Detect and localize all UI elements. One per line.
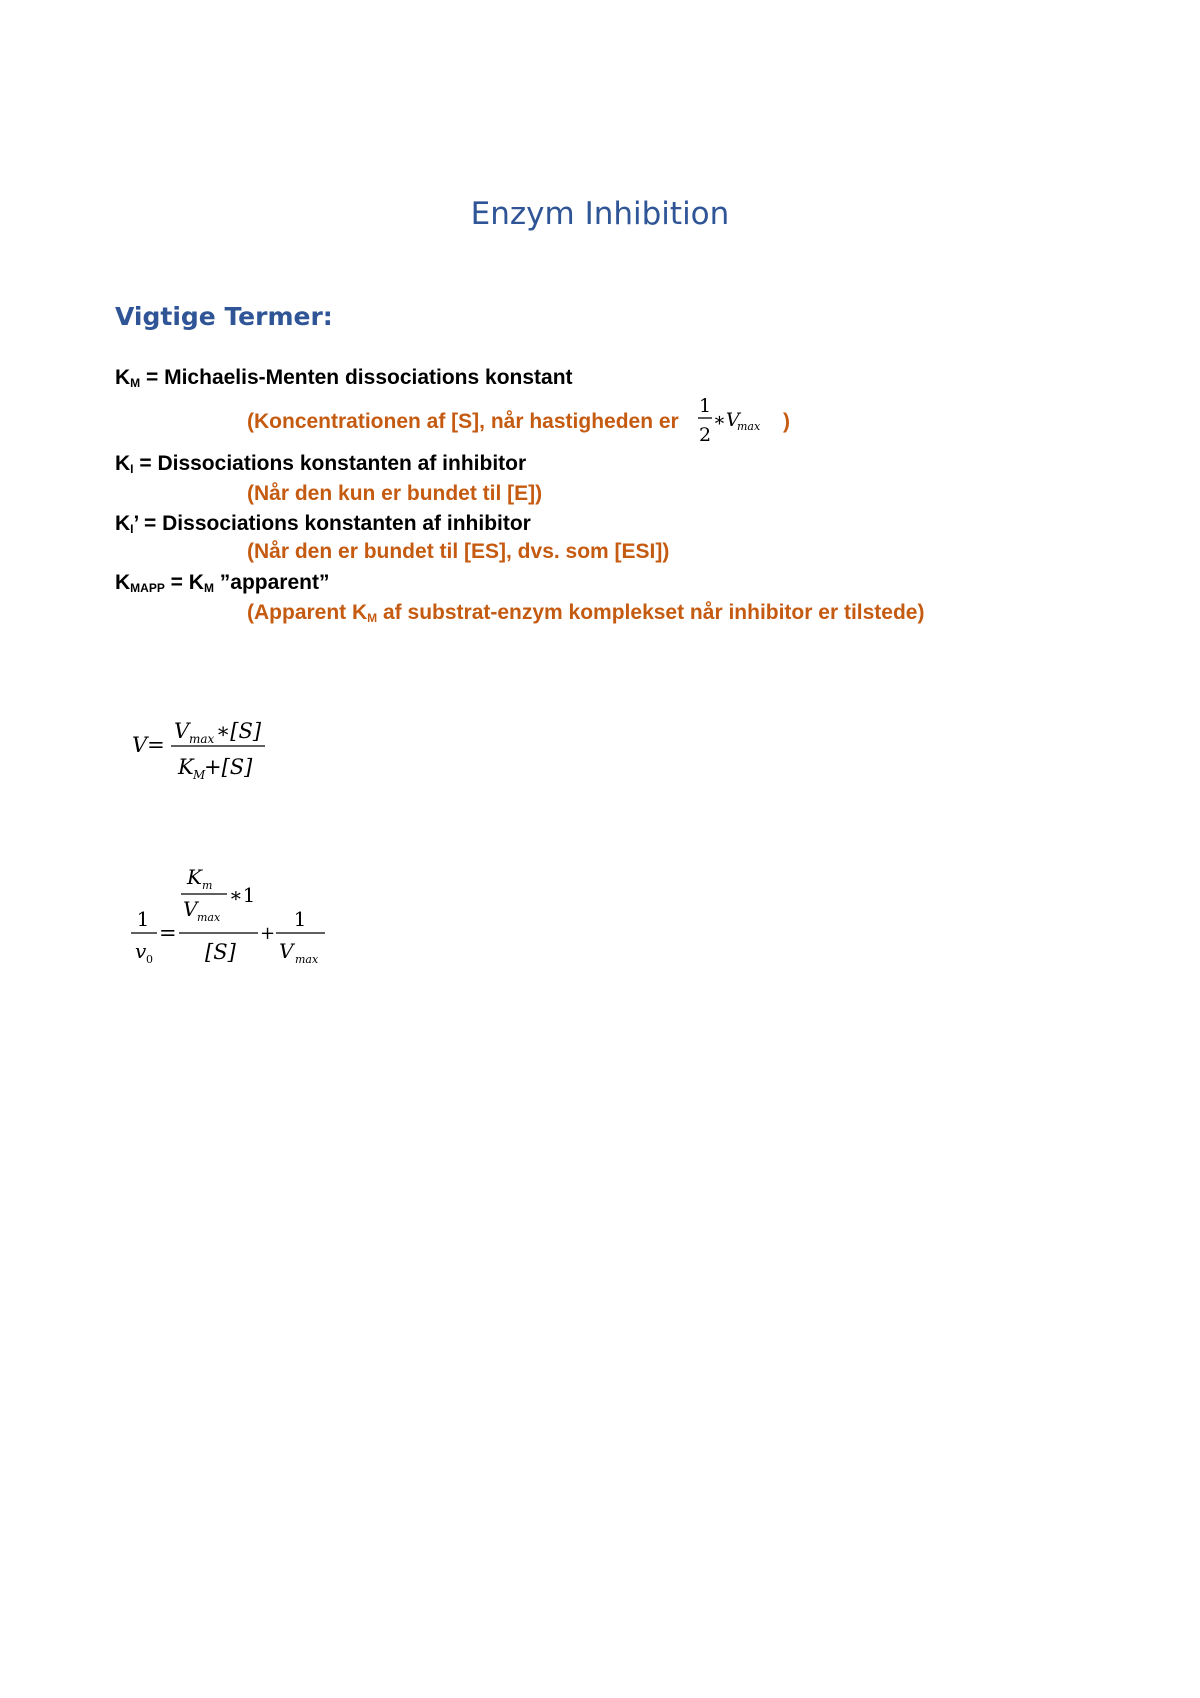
lb-inner-num: K: [187, 865, 202, 889]
lb-inner-den: V: [183, 897, 198, 921]
term-km-note-close: ): [783, 410, 790, 433]
lb-lhs-den: v: [135, 939, 147, 963]
mm-lhs: V=: [132, 733, 165, 757]
lb-times-one: ∗1: [229, 883, 256, 907]
term-kmapp-note: (Apparent $K_M$ af substrat-enzym komplekset når inhibitor er tilstede): [247, 601, 925, 625]
mm-num-rest: ∗[S]: [216, 719, 262, 743]
half-vmax-sub: max: [737, 420, 761, 433]
term-km-note-text: (Koncentrationen af [S], når hastigheden er: [247, 410, 679, 433]
half-denominator: 2: [698, 424, 712, 446]
term-ki-symbol: $K_I$: [115, 452, 134, 476]
mm-num-sub: max: [189, 732, 215, 746]
term-ki-prime-definition: = Dissociations konstanten af inhibitor: [138, 512, 531, 535]
lb-lhs-den-sub: 0: [146, 953, 153, 966]
lb-plus: +: [260, 923, 276, 944]
lb-right-den: V: [279, 939, 294, 963]
term-km-note: [247, 410, 679, 434]
term-kmapp-definition: = $K_M$ ”apparent”: [164, 571, 330, 595]
lb-inner-den-sub: max: [197, 911, 221, 924]
term-ki: [115, 452, 526, 476]
term-ki-prime-note: (Når den er bundet til [ES], dvs. som [ESI]): [247, 540, 670, 563]
term-ki-prime: [115, 512, 531, 536]
mm-den-sub: M: [193, 768, 206, 782]
term-km: [115, 366, 573, 390]
mm-den-rest: +[S]: [204, 755, 253, 779]
mm-num-v: V: [174, 719, 190, 743]
section-heading: Vigtige Termer:: [115, 302, 333, 331]
lb-right-den-sub: max: [295, 953, 319, 966]
page-title: Enzym Inhibition: [470, 196, 730, 232]
term-kmapp: [115, 571, 329, 595]
term-ki-definition: = Dissociations konstanten af inhibitor: [133, 452, 527, 475]
term-ki-note: (Når den kun er bundet til [E]): [247, 482, 543, 505]
term-ki-prime-symbol: $K_I$’: [115, 512, 139, 536]
lb-right-num: 1: [293, 907, 307, 931]
lb-lhs-num: 1: [136, 907, 150, 931]
lb-equals: =: [159, 921, 177, 945]
half-vmax-symbol: ∗V: [713, 409, 740, 431]
term-km-symbol: $K_M$: [115, 366, 141, 390]
term-km-definition: = Michaelis-Menten dissociations konstant: [140, 366, 573, 389]
half-vmax-formula: [696, 394, 776, 446]
mm-den-k: K: [178, 755, 194, 779]
half-numerator: 1: [698, 395, 712, 417]
term-kmapp-symbol: $K_{MAPP}$: [115, 571, 165, 595]
lb-inner-num-sub: m: [202, 879, 213, 892]
michaelis-menten-formula: [130, 712, 290, 782]
lb-outer-den: [S]: [205, 940, 236, 964]
lineweaver-burk-formula: [125, 864, 345, 974]
